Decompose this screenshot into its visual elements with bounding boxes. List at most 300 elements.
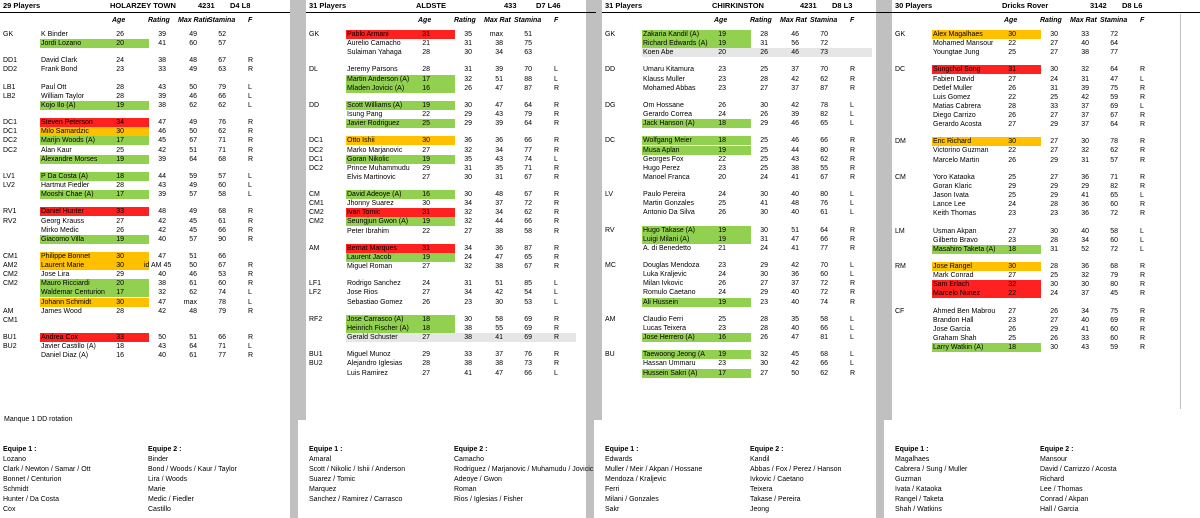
position-cell: DD	[309, 101, 320, 109]
foot-cell: L	[554, 66, 558, 74]
age-cell: 18	[718, 137, 726, 145]
age-cell: 18	[422, 324, 430, 332]
player-row[interactable]	[306, 155, 596, 164]
stamina-cell: 61	[820, 209, 828, 217]
rating-cell: 26	[1050, 334, 1058, 342]
player-row[interactable]	[602, 190, 892, 199]
player-row[interactable]	[892, 173, 1200, 182]
rating-cell: 31	[464, 66, 472, 74]
stamina-cell: 53	[524, 298, 532, 306]
equipe2-title: Equipe 2 :	[454, 446, 488, 453]
player-row[interactable]	[892, 65, 1200, 74]
equipe2-line: Castillo	[148, 506, 171, 513]
player-row[interactable]	[0, 155, 290, 164]
max-rating-cell: 30	[495, 298, 503, 306]
player-row[interactable]	[892, 209, 1200, 218]
age-cell: 27	[1008, 121, 1016, 129]
player-row[interactable]	[306, 101, 596, 110]
foot-cell: R	[248, 155, 254, 163]
stamina-cell: 78	[218, 298, 226, 306]
foot-cell: R	[554, 191, 560, 199]
rating-cell: 28	[1050, 201, 1058, 209]
player-row[interactable]	[0, 30, 290, 39]
max-rating-cell: 38	[495, 360, 503, 368]
equipe1-line: Amaral	[309, 456, 332, 463]
player-row[interactable]	[602, 369, 892, 378]
player-row[interactable]	[306, 164, 596, 173]
stamina-cell: 62	[218, 101, 226, 109]
player-row[interactable]	[892, 271, 1200, 280]
max-rating-cell: 42	[791, 75, 799, 83]
position-cell: CM2	[309, 209, 324, 217]
stamina-cell: 72	[820, 289, 828, 297]
rating-cell: 34	[464, 244, 472, 252]
player-row[interactable]	[306, 146, 596, 155]
foot-cell: L	[248, 92, 252, 100]
player-row[interactable]	[0, 217, 290, 226]
rating-cell: 26	[760, 111, 768, 119]
foot-cell: R	[248, 66, 254, 74]
player-row[interactable]	[602, 30, 892, 39]
max-rating-cell: 38	[495, 40, 503, 48]
age-cell: 30	[1008, 263, 1016, 271]
player-row[interactable]	[306, 359, 596, 368]
stamina-header: Stamina	[810, 17, 838, 24]
age-cell: 23	[1008, 316, 1016, 324]
player-row[interactable]	[602, 155, 892, 164]
max-rating-cell: 50	[791, 369, 799, 377]
player-row[interactable]	[0, 136, 290, 145]
player-row[interactable]	[0, 316, 290, 325]
player-row[interactable]	[306, 84, 596, 93]
max-rating-cell: 47	[495, 369, 503, 377]
player-row[interactable]	[0, 279, 290, 288]
rating-cell: 26	[464, 84, 472, 92]
stamina-cell: 64	[820, 226, 828, 234]
foot-cell: R	[850, 66, 856, 74]
stamina-cell: 58	[1110, 227, 1118, 235]
player-row[interactable]	[892, 75, 1200, 84]
rating-cell: 40	[158, 352, 166, 360]
stamina-cell: 60	[820, 271, 828, 279]
stamina-cell: 68	[218, 155, 226, 163]
player-row[interactable]	[0, 146, 290, 155]
max-rating-cell: 45	[791, 351, 799, 359]
position-cell: LF1	[309, 280, 322, 288]
age-cell: 22	[718, 155, 726, 163]
foot-header: F	[248, 17, 253, 24]
max-rating-cell: 47	[495, 84, 503, 92]
player-row[interactable]	[602, 350, 892, 359]
player-name-cell: Isung Pang	[347, 111, 383, 119]
stamina-cell: 74	[820, 298, 828, 306]
max-rating-cell: 36	[791, 271, 799, 279]
foot-cell: L	[1140, 75, 1144, 83]
player-row[interactable]	[306, 217, 596, 226]
player-row[interactable]	[0, 235, 290, 244]
player-name-cell: Pablo Armani	[347, 31, 389, 38]
rating-cell: 29	[760, 262, 768, 270]
player-row[interactable]	[602, 84, 892, 93]
player-row[interactable]	[602, 270, 892, 279]
age-cell: 28	[422, 66, 430, 74]
stamina-cell: 62	[820, 369, 828, 377]
player-row[interactable]	[0, 270, 290, 279]
stamina-cell: 66	[218, 253, 226, 261]
max-rating-cell: 31	[1081, 75, 1089, 83]
player-row[interactable]	[0, 118, 290, 127]
player-row[interactable]	[306, 48, 596, 57]
player-row[interactable]	[892, 280, 1200, 289]
rating-cell: 25	[760, 66, 768, 74]
stamina-cell: 67	[524, 263, 532, 271]
player-row[interactable]	[0, 39, 290, 48]
age-cell: 17	[718, 369, 726, 377]
player-name-cell: Georges Fox	[643, 155, 684, 163]
stamina-cell: 67	[1110, 111, 1118, 119]
player-row[interactable]	[0, 127, 290, 136]
player-row[interactable]	[306, 39, 596, 48]
player-row[interactable]	[892, 84, 1200, 93]
stamina-cell: 76	[524, 351, 532, 359]
player-row[interactable]	[306, 208, 596, 217]
foot-cell: R	[248, 119, 254, 127]
age-cell: 26	[422, 298, 430, 306]
foot-cell: R	[554, 164, 560, 172]
max-rating-cell: 49	[189, 66, 197, 74]
age-cell: 18	[1008, 245, 1016, 253]
player-row[interactable]	[892, 93, 1200, 102]
rating-cell: 23	[464, 298, 472, 306]
player-row[interactable]	[306, 30, 596, 39]
player-row[interactable]	[602, 261, 892, 270]
team-header	[602, 0, 892, 13]
player-row[interactable]	[0, 298, 290, 307]
position-cell: DC	[605, 137, 616, 145]
player-row[interactable]	[0, 101, 290, 110]
stamina-header: Stamina	[1100, 17, 1128, 24]
player-name-cell: Sungchol Song	[933, 66, 981, 74]
player-name-cell: Mark Conrad	[933, 272, 974, 280]
player-row[interactable]	[892, 102, 1200, 111]
max-rating-cell: 42	[495, 289, 503, 297]
foot-cell: L	[850, 101, 854, 109]
player-row[interactable]	[602, 75, 892, 84]
equipe2-title: Equipe 2 :	[148, 446, 182, 453]
stamina-cell: 77	[524, 146, 532, 154]
player-name-cell: Andrea Cox	[41, 334, 78, 342]
player-row[interactable]	[602, 279, 892, 288]
player-name-cell: Matias Cabrera	[933, 102, 981, 110]
player-row[interactable]	[892, 146, 1200, 155]
player-row[interactable]	[892, 316, 1200, 325]
player-row[interactable]	[892, 48, 1200, 57]
player-row[interactable]	[892, 111, 1200, 120]
player-row[interactable]	[602, 235, 892, 244]
rating-cell: 27	[1050, 40, 1058, 48]
equipe1-line: Magalhaes	[895, 456, 930, 463]
player-row[interactable]	[892, 137, 1200, 146]
rating-cell: 28	[760, 75, 768, 83]
player-name-cell: Jason Ivata	[933, 192, 969, 200]
equipe1-title: Equipe 1 :	[895, 446, 929, 453]
rating-cell: 28	[760, 31, 768, 38]
rating-cell: 31	[760, 40, 768, 48]
position-cell: CM	[895, 173, 906, 181]
player-row[interactable]	[892, 156, 1200, 165]
stamina-cell: 66	[218, 92, 226, 100]
player-row[interactable]	[0, 181, 290, 190]
foot-cell: L	[1140, 245, 1144, 253]
foot-cell: R	[554, 84, 560, 92]
age-cell: 33	[116, 208, 124, 216]
player-row[interactable]	[602, 324, 892, 333]
player-row[interactable]	[602, 226, 892, 235]
max-rating-cell: 33	[1081, 31, 1089, 38]
max-rating-cell: 36	[1081, 210, 1089, 218]
player-row[interactable]	[602, 315, 892, 324]
age-cell: 30	[116, 298, 124, 306]
age-cell: 30	[116, 128, 124, 136]
player-row[interactable]	[892, 289, 1200, 298]
player-row[interactable]	[602, 136, 892, 145]
player-row[interactable]	[0, 342, 290, 351]
player-row[interactable]	[306, 324, 596, 333]
player-name-cell: Alejandro Iglesias	[347, 360, 403, 368]
player-row[interactable]	[306, 227, 596, 236]
equipe2-line: Medic / Fiedler	[148, 496, 194, 503]
player-row[interactable]	[306, 315, 596, 324]
player-row[interactable]	[0, 307, 290, 316]
age-cell: 20	[116, 40, 124, 48]
player-row[interactable]	[602, 244, 892, 253]
player-row[interactable]	[0, 207, 290, 216]
foot-cell: L	[1140, 102, 1144, 110]
position-cell: LB1	[3, 83, 16, 91]
player-row[interactable]	[306, 298, 596, 307]
player-name-cell: Hugo Perez	[643, 164, 680, 172]
player-name-cell: Alex Magalhaes	[933, 31, 983, 38]
player-row[interactable]	[0, 92, 290, 101]
age-cell: 19	[422, 101, 430, 109]
player-row[interactable]	[892, 334, 1200, 343]
foot-cell: R	[1140, 66, 1146, 74]
player-row[interactable]	[306, 75, 596, 84]
stamina-cell: 81	[820, 334, 828, 342]
player-row[interactable]	[602, 164, 892, 173]
player-row[interactable]	[306, 173, 596, 182]
stamina-cell: 79	[524, 111, 532, 119]
column-separator	[290, 420, 298, 518]
player-row[interactable]	[602, 65, 892, 74]
rating-cell: 28	[760, 315, 768, 323]
max-rating-cell: 46	[791, 120, 799, 128]
player-row[interactable]	[602, 173, 892, 182]
foot-cell: R	[1140, 121, 1146, 129]
max-rating-cell: 42	[791, 101, 799, 109]
player-row[interactable]	[892, 182, 1200, 191]
player-row[interactable]	[602, 101, 892, 110]
rating-cell: 47	[158, 298, 166, 306]
player-name-cell: Diego Carrizo	[933, 111, 976, 119]
age-cell: 27	[1008, 227, 1016, 235]
player-row[interactable]	[306, 262, 596, 271]
stamina-cell: 62	[820, 75, 828, 83]
player-name-cell: Lance Lee	[933, 201, 966, 209]
max-rating-cell: 37	[495, 200, 503, 208]
player-row[interactable]	[0, 252, 290, 261]
player-row[interactable]	[602, 39, 892, 48]
max-rating-cell: 39	[791, 111, 799, 119]
player-row[interactable]	[892, 227, 1200, 236]
player-row[interactable]	[602, 110, 892, 119]
player-row[interactable]	[0, 83, 290, 92]
max-rating-cell: 30	[1081, 281, 1089, 289]
stamina-cell: 61	[218, 217, 226, 225]
player-name-cell: Eric Richard	[933, 138, 972, 146]
foot-header: F	[850, 17, 855, 24]
player-row[interactable]	[602, 119, 892, 128]
foot-cell: R	[554, 101, 560, 109]
player-row[interactable]	[892, 120, 1200, 129]
player-row[interactable]	[0, 288, 290, 297]
max-rating-cell: 36	[495, 244, 503, 252]
foot-cell: R	[1140, 111, 1146, 119]
stamina-header: Stamina	[514, 17, 542, 24]
player-name-cell: Larry Watkin (A)	[933, 344, 984, 352]
position-cell: BU1	[309, 351, 323, 359]
player-row[interactable]	[892, 236, 1200, 245]
player-row[interactable]	[306, 119, 596, 128]
player-row[interactable]	[306, 369, 596, 378]
player-row[interactable]	[892, 307, 1200, 316]
position-cell: BU	[605, 351, 615, 359]
player-row[interactable]	[0, 261, 290, 270]
player-row[interactable]	[306, 136, 596, 145]
player-row[interactable]	[602, 298, 892, 307]
stamina-cell: 78	[820, 101, 828, 109]
age-cell: 30	[116, 253, 124, 261]
stamina-cell: 71	[218, 343, 226, 351]
player-row[interactable]	[892, 191, 1200, 200]
player-row[interactable]	[0, 351, 290, 360]
rating-cell: 30	[464, 191, 472, 199]
stamina-cell: 63	[218, 66, 226, 74]
age-cell: 31	[422, 31, 430, 38]
foot-cell: R	[850, 226, 856, 234]
player-row[interactable]	[306, 288, 596, 297]
stamina-cell: 65	[524, 253, 532, 261]
rating-cell: 27	[760, 84, 768, 92]
max-rating-cell: 34	[495, 146, 503, 154]
player-name-cell: Javier Castillo (A)	[41, 343, 96, 351]
foot-cell: L	[248, 101, 252, 109]
max-rating-cell: 55	[495, 324, 503, 332]
player-row[interactable]	[892, 200, 1200, 209]
age-cell: 23	[718, 66, 726, 74]
position-cell: BU2	[3, 343, 17, 351]
stamina-cell: 62	[218, 128, 226, 136]
player-row[interactable]	[0, 172, 290, 181]
foot-cell: R	[248, 217, 254, 225]
player-row[interactable]	[892, 343, 1200, 352]
player-row[interactable]	[0, 226, 290, 235]
age-cell: 19	[422, 155, 430, 163]
age-cell: 19	[718, 31, 726, 38]
player-row[interactable]	[0, 56, 290, 65]
equipe1-line: Schmidt	[3, 486, 29, 493]
stamina-cell: 58	[820, 315, 828, 323]
player-row[interactable]	[602, 288, 892, 297]
player-row[interactable]	[306, 333, 596, 342]
position-cell: AM	[605, 315, 616, 323]
player-row[interactable]	[602, 359, 892, 368]
position-cell: CM2	[309, 218, 324, 226]
position-cell: DC1	[3, 119, 18, 127]
rating-cell: 30	[1050, 281, 1058, 289]
player-row[interactable]	[892, 262, 1200, 271]
player-row[interactable]	[0, 65, 290, 74]
player-row[interactable]	[892, 325, 1200, 334]
player-row[interactable]	[0, 190, 290, 199]
age-cell: 24	[422, 280, 430, 288]
equipe2-title: Equipe 2 :	[1040, 446, 1074, 453]
player-row[interactable]	[306, 279, 596, 288]
age-cell: 30	[422, 137, 430, 145]
foot-cell: R	[1140, 334, 1146, 342]
rating-cell: 43	[158, 343, 166, 351]
stamina-cell: 70	[820, 66, 828, 74]
player-row[interactable]	[0, 333, 290, 342]
rating-cell: 29	[464, 120, 472, 128]
player-name-cell: Luigi Milani (A)	[643, 235, 690, 243]
position-cell: DG	[605, 101, 616, 109]
player-name-cell: Koen Abe	[643, 49, 674, 57]
player-row[interactable]	[306, 350, 596, 359]
age-cell: 26	[718, 280, 726, 288]
age-cell: 22	[1008, 147, 1016, 155]
rating-cell: 32	[464, 263, 472, 271]
rating-cell: 32	[158, 289, 166, 297]
player-name-cell: Philippe Bonnet	[41, 253, 91, 261]
player-name-cell: Sulaiman Yahaga	[347, 49, 402, 57]
stamina-cell: 60	[1110, 201, 1118, 209]
player-row[interactable]	[602, 208, 892, 217]
foot-cell: R	[554, 120, 560, 128]
player-name-cell: Antonio Da Silva	[643, 209, 695, 217]
player-row[interactable]	[602, 146, 892, 155]
player-row[interactable]	[602, 199, 892, 208]
player-name-cell: Alan Kaur	[41, 146, 72, 154]
rating-cell: 23	[760, 298, 768, 306]
player-row[interactable]	[892, 245, 1200, 254]
player-row[interactable]	[306, 110, 596, 119]
player-row[interactable]	[306, 253, 596, 262]
stamina-cell: 66	[524, 137, 532, 145]
player-row[interactable]	[306, 199, 596, 208]
stamina-cell: 69	[524, 334, 532, 342]
player-row[interactable]	[602, 333, 892, 342]
player-name-cell: Goran Klaric	[933, 182, 972, 190]
foot-cell: L	[248, 289, 252, 297]
player-row[interactable]	[306, 190, 596, 199]
player-row[interactable]	[306, 65, 596, 74]
age-cell: 19	[422, 253, 430, 261]
player-row[interactable]	[602, 48, 892, 57]
player-row[interactable]	[892, 30, 1200, 39]
player-row[interactable]	[892, 39, 1200, 48]
player-row[interactable]	[306, 244, 596, 253]
